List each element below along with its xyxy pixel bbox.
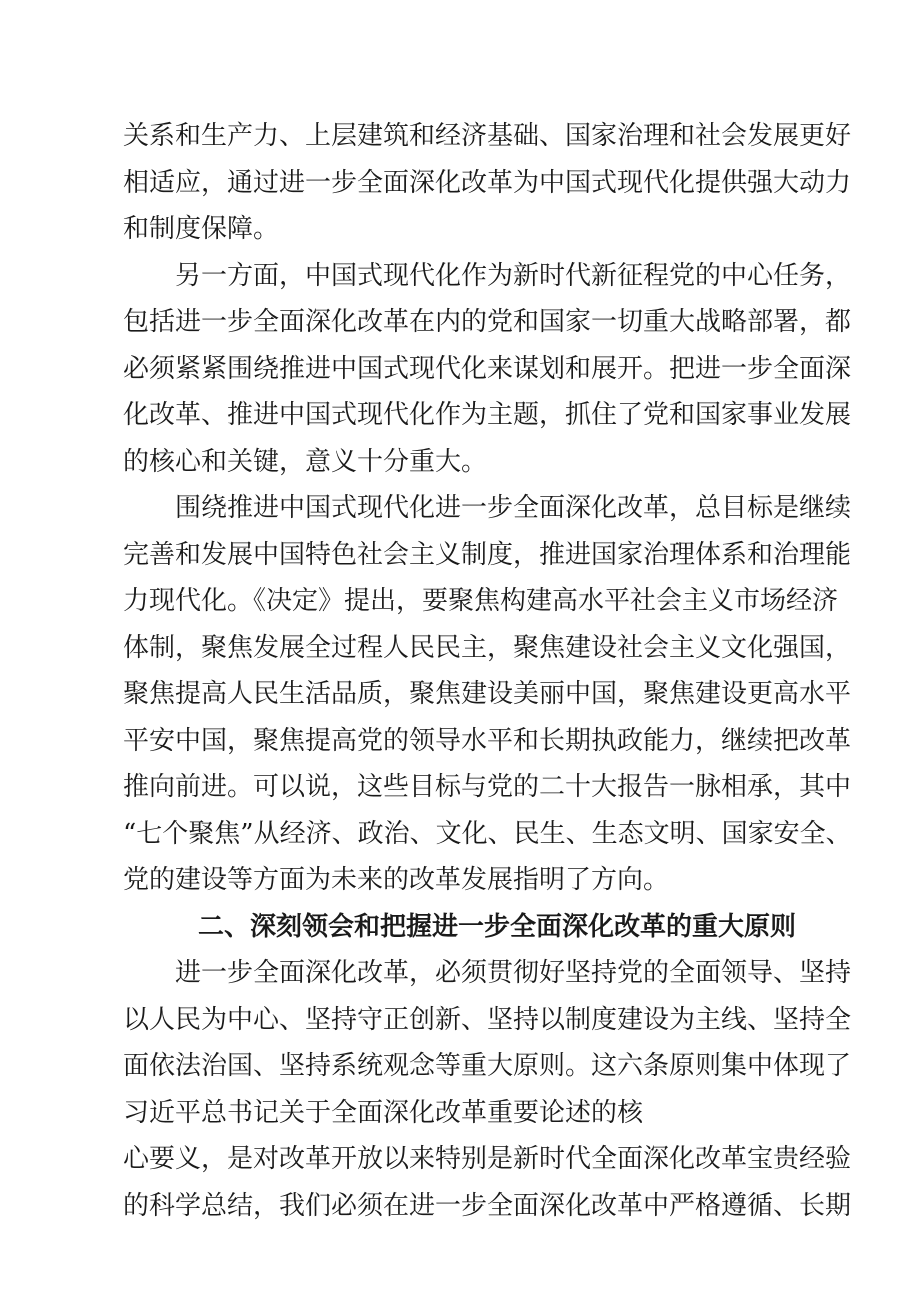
text-line: 平安中国，聚焦提高党的领导水平和长期执政能力，继续把改革 xyxy=(123,725,852,756)
paragraph-start-line: 另一方面，中国式现代化作为新时代新征程党的中心任务， xyxy=(175,260,852,291)
paragraph-start-line: 围绕推进中国式现代化进一步全面深化改革，总目标是继续 xyxy=(175,493,852,523)
text-line: 和制度保障。 xyxy=(123,214,280,244)
text-line: 党的建设等方面为未来的改革发展指明了方向。 xyxy=(123,865,670,895)
paragraph-start-line: 进一步全面深化改革，必须贯彻好坚持党的全面领导、坚持 xyxy=(175,958,852,988)
text-line: 的科学总结，我们必须在进一步全面深化改革中严格遵循、长期 xyxy=(123,1190,852,1221)
text-line: 的核心和关键，意义十分重大。 xyxy=(123,446,488,477)
text-line: 体制，聚焦发展全过程人民民主，聚焦建设社会主义文化强国， xyxy=(123,632,852,663)
text-line: “七个聚焦”从经济、政治、文化、民生、生态文明、国家安全、 xyxy=(123,818,852,849)
text-line: 完善和发展中国特色社会主义制度，推进国家治理体系和治理能 xyxy=(123,539,852,570)
text-line: 包括进一步全面深化改革在内的党和国家一切重大战略部署，都 xyxy=(123,307,852,337)
text-line: 化改革、推进中国式现代化作为主题，抓住了党和国家事业发展 xyxy=(123,400,852,430)
text-line: 心要义，是对改革开放以来特别是新时代全面深化改革宝贵经验 xyxy=(123,1144,852,1174)
text-line: 关系和生产力、上层建筑和经济基础、国家治理和社会发展更好 xyxy=(123,121,852,151)
text-line: 推向前进。可以说，这些目标与党的二十大报告一脉相承，其中 xyxy=(123,772,852,802)
text-line: 以人民为中心、坚持守正创新、坚持以制度建设为主线、坚持全 xyxy=(123,1004,852,1035)
text-line: 聚焦提高人民生活品质，聚焦建设美丽中国，聚焦建设更高水平 xyxy=(123,679,852,709)
text-line: 习近平总书记关于全面深化改革重要论述的核 xyxy=(123,1097,644,1128)
text-line: 力现代化。《决定》提出，要聚焦构建高水平社会主义市场经济 xyxy=(123,586,839,616)
text-line: 相适应，通过进一步全面深化改革为中国式现代化提供强大动力 xyxy=(123,167,852,198)
text-line: 必须紧紧围绕推进中国式现代化来谋划和展开。把进一步全面深 xyxy=(123,353,852,384)
section-heading: 二、深刻领会和把握进一步全面深化改革的重大原则 xyxy=(198,911,797,942)
document-body xyxy=(123,113,852,1229)
text-line: 面依法治国、坚持系统观念等重大原则。这六条原则集中体现了 xyxy=(123,1051,852,1081)
